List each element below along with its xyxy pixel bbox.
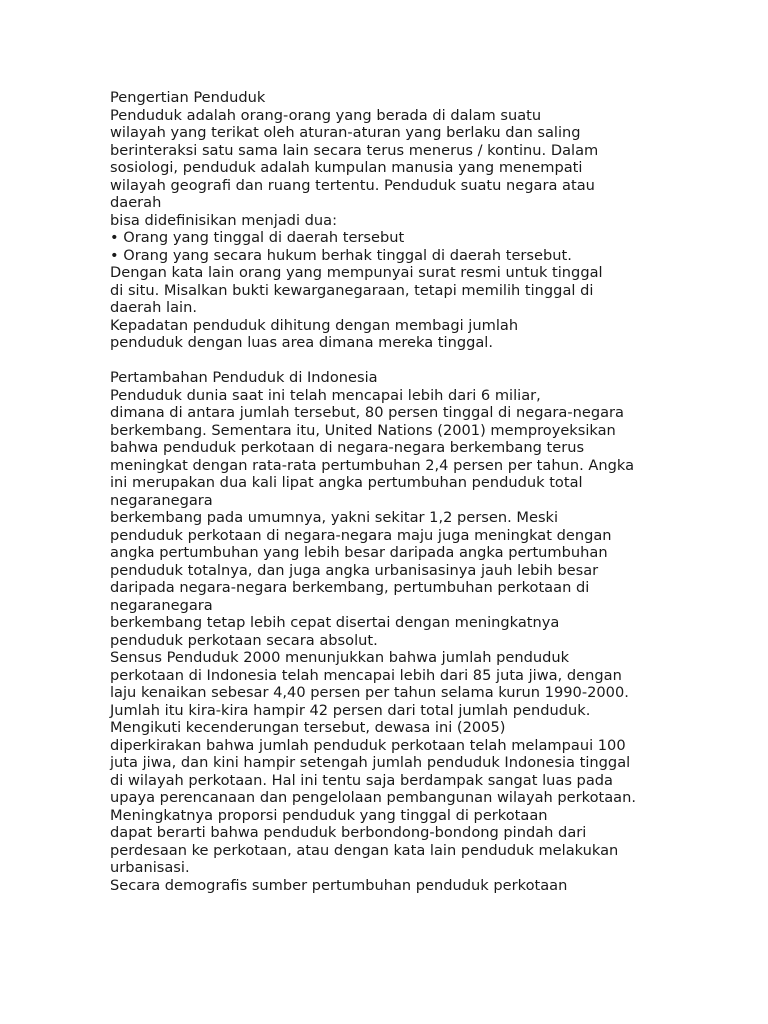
text-line: perdesaan ke perkotaan, atau dengan kata lain penduduk melakukan [110, 841, 619, 859]
text-line: laju kenaikan sebesar 4,40 persen per tahun selama kurun 1990-2000. [110, 684, 629, 701]
text-line: berinteraksi satu sama lain secara terus menerus / kontinu. Dalam [110, 141, 599, 159]
text-line: perkotaan di Indonesia telah mencapai lebih dari 85 juta jiwa, dengan [110, 666, 622, 684]
text-line: daripada negara-negara berkembang, pertumbuhan perkotaan di [110, 579, 590, 596]
text-line: penduduk perkotaan secara absolut. [110, 631, 378, 649]
text-line: diperkirakan bahwa jumlah penduduk perkotaan telah melampaui 100 [110, 736, 626, 754]
text-line: • Orang yang tinggal di daerah tersebut [110, 229, 405, 246]
text-line: Sensus Penduduk 2000 menunjukkan bahwa jumlah penduduk [110, 649, 570, 666]
text-line: urbanisasi. [110, 859, 190, 876]
text-line: negaranegara [110, 596, 213, 614]
section-body [110, 387, 750, 895]
text-line: Penduduk dunia saat ini telah mencapai lebih dari 6 miliar, [110, 386, 541, 404]
text-line: bahwa penduduk perkotaan di negara-negara berkembang terus [110, 439, 585, 456]
text-line: Dengan kata lain orang yang mempunyai surat resmi untuk tinggal [110, 264, 603, 281]
text-line: • Orang yang secara hukum berhak tinggal di daerah tersebut. [110, 246, 572, 264]
text-line: bisa didefinisikan menjadi dua: [110, 211, 338, 229]
text-line: Secara demografis sumber pertumbuhan penduduk perkotaan [110, 876, 568, 894]
text-line: upaya perencanaan dan pengelolaan pembangunan wilayah perkotaan. [110, 789, 637, 806]
text-line: wilayah geografi dan ruang tertentu. Penduduk suatu negara atau [110, 176, 595, 194]
text-line: penduduk perkotaan di negara-negara maju juga meningkat dengan [110, 526, 612, 544]
text-line: berkembang pada umumnya, yakni sekitar 1,2 persen. Meski [110, 509, 559, 526]
text-line: di situ. Misalkan bukti kewarganegaraan, tetapi memilih tinggal di [110, 281, 594, 299]
text-line: dapat berarti bahwa penduduk berbondong-bondong pindah dari [110, 824, 587, 841]
text-line: negaranegara [110, 491, 213, 509]
text-line: Meningkatnya proporsi penduduk yang tinggal di perkotaan [110, 806, 548, 824]
text-line: penduduk totalnya, dan juga angka urbanisasinya jauh lebih besar [110, 561, 599, 579]
text-line: Mengikuti kecenderungan tersebut, dewasa ini (2005) [110, 719, 506, 736]
text-line: di wilayah perkotaan. Hal ini tentu saja berdampak sangat luas pada [110, 771, 613, 789]
text-line: ini merupakan dua kali lipat angka pertumbuhan penduduk total [110, 474, 583, 491]
text-line: meningkat dengan rata-rata pertumbuhan 2,4 persen per tahun. Angka [110, 456, 635, 474]
paragraph-gap [110, 352, 750, 370]
text-line: juta jiwa, dan kini hampir setengah jumlah penduduk Indonesia tinggal [110, 754, 631, 771]
text-line: sosiologi, penduduk adalah kumpulan manusia yang menempati [110, 159, 583, 176]
text-line: dimana di antara jumlah tersebut, 80 persen tinggal di negara-negara [110, 404, 624, 421]
text-line: wilayah yang terikat oleh aturan-aturan yang berlaku dan saling [110, 124, 581, 141]
text-line: berkembang. Sementara itu, United Nations (2001) memproyeksikan [110, 421, 616, 439]
section-title: Pengertian Penduduk [110, 89, 266, 106]
text-line: Penduduk adalah orang-orang yang berada di dalam suatu [110, 106, 542, 124]
section-pertambahan-penduduk [110, 369, 750, 894]
text-line: Kepadatan penduduk dihitung dengan membagi jumlah [110, 316, 519, 334]
text-line: angka pertumbuhan yang lebih besar daripada angka pertumbuhan [110, 544, 608, 561]
text-line: penduduk dengan luas area dimana mereka tinggal. [110, 334, 493, 351]
text-line: daerah lain. [110, 299, 197, 316]
document-page [110, 89, 750, 894]
text-line: Jumlah itu kira-kira hampir 42 persen dari total jumlah penduduk. [110, 701, 591, 719]
section-title: Pertambahan Penduduk di Indonesia [110, 369, 378, 386]
section-pengertian-penduduk [110, 89, 750, 352]
text-line: berkembang tetap lebih cepat disertai dengan meningkatnya [110, 614, 560, 631]
text-line: daerah [110, 194, 162, 211]
section-body [110, 107, 750, 352]
